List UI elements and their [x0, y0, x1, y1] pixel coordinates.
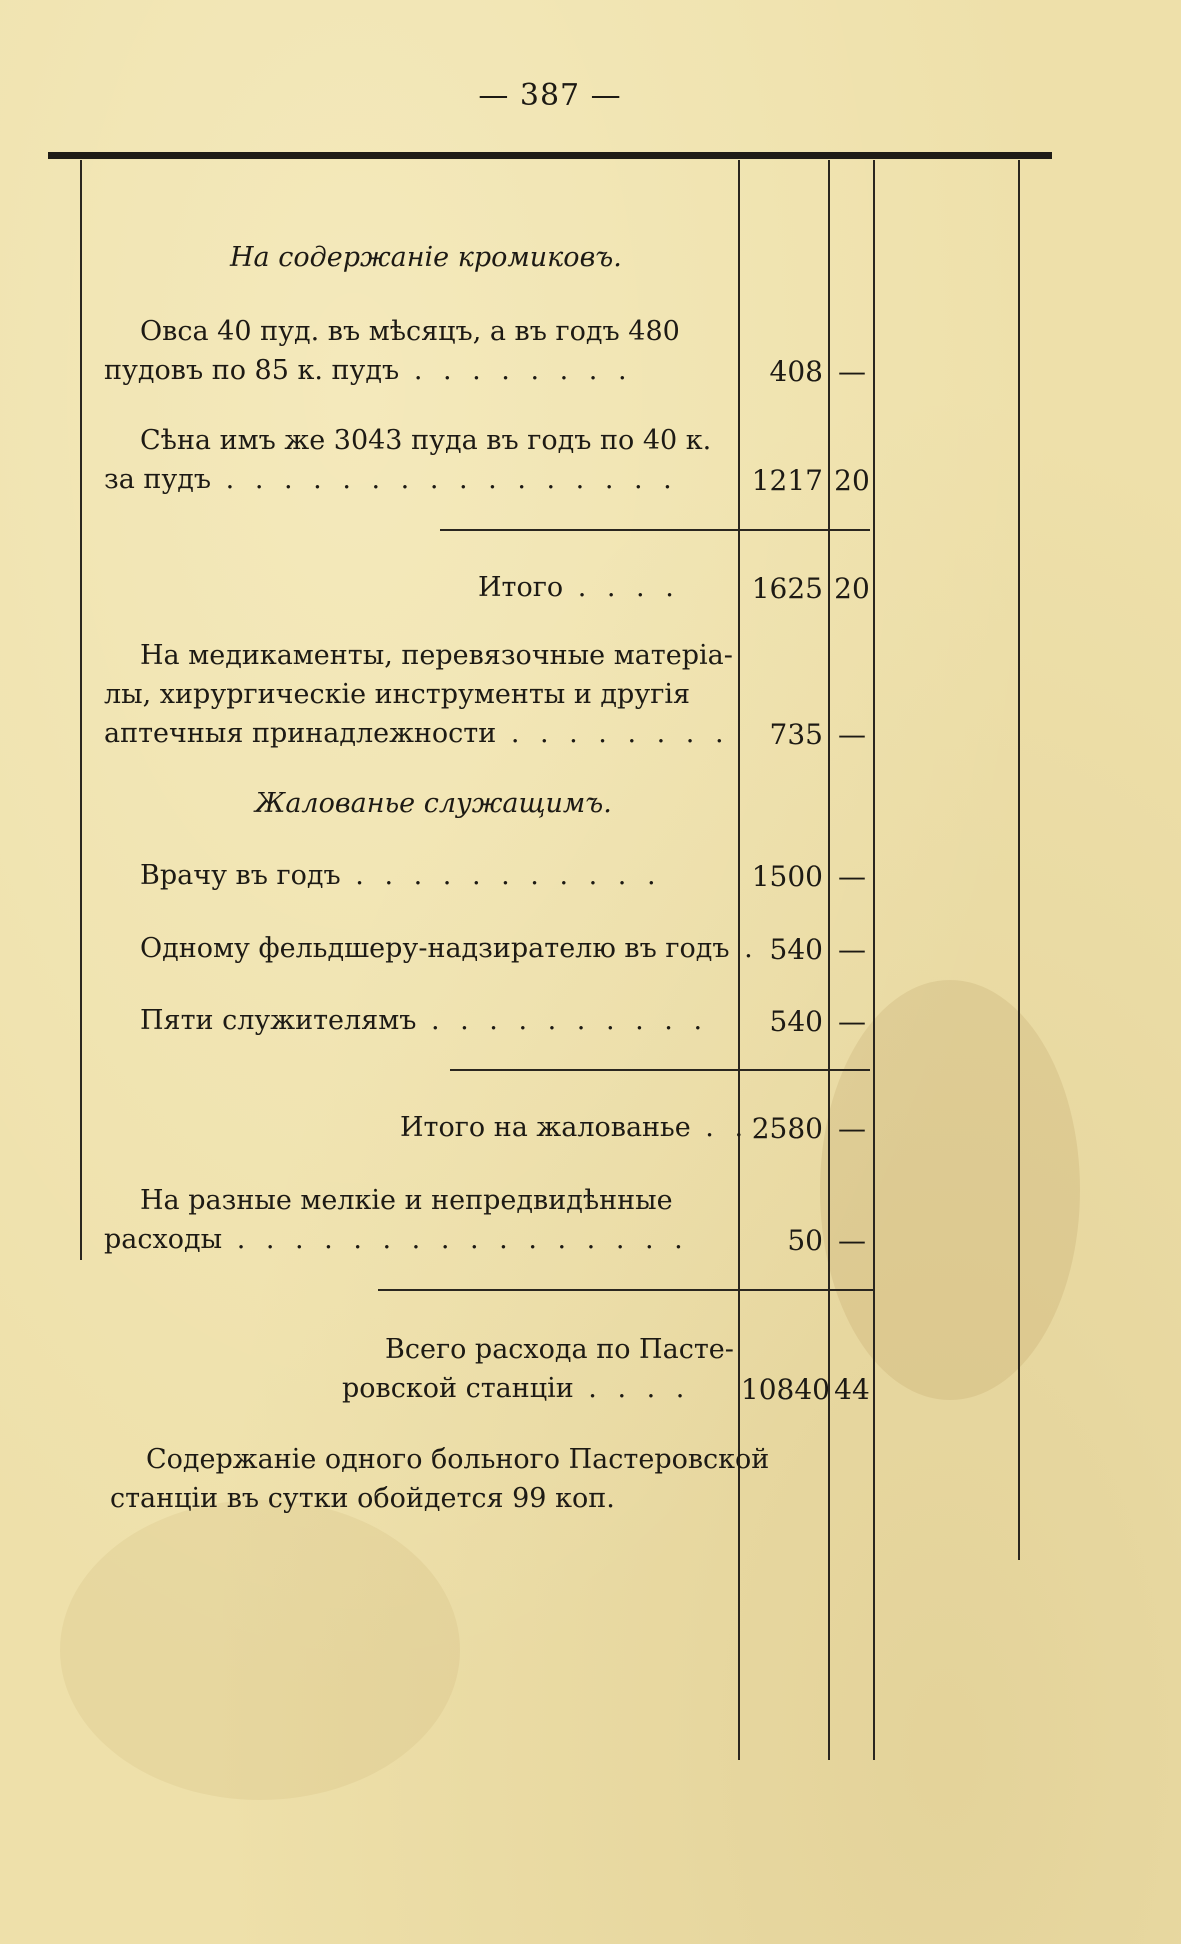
grand-line2-text: ровской станціи — [342, 1373, 574, 1404]
med-line3-text: аптечныя принадлежности — [104, 718, 497, 749]
med-line1: На медикаменты, перевязочные матеріа- — [140, 640, 733, 671]
top-rule — [48, 152, 1052, 159]
med-line3 — [104, 718, 730, 749]
leader-dots: . . . . . . . . . . . . . . . . — [222, 1224, 689, 1255]
leader-dots: . . . . . . . . — [496, 718, 730, 749]
total1-kop: 20 — [834, 572, 870, 605]
right-border — [1018, 160, 1020, 1560]
salary-subtotal-rule — [450, 1069, 870, 1071]
total-salary-amount: 2580 — [751, 1112, 823, 1145]
feldsher-kop: — — [838, 933, 866, 966]
leader-dots: . . . . — [573, 1373, 691, 1404]
misc-line2-text: расходы — [104, 1224, 223, 1255]
oats-line2 — [104, 355, 633, 386]
page-number: — 387 — — [478, 78, 622, 113]
hay-kop: 20 — [834, 464, 870, 497]
note-line2: станціи въ сутки обойдется 99 коп. — [110, 1483, 615, 1514]
hay-line2-text: за пудъ — [104, 464, 212, 495]
paper-stain — [820, 980, 1080, 1400]
doctor-label-text: Врачу въ годъ — [140, 860, 341, 891]
total-salary-label — [400, 1112, 749, 1143]
salary-heading: Жалованье служащимъ. — [255, 788, 612, 819]
note-line1: Содержаніе одного больного Пастеровской — [146, 1444, 770, 1475]
oats-line1: Овса 40 пуд. въ мѣсяцъ, а въ годъ 480 — [140, 316, 680, 347]
servants-label — [140, 1005, 708, 1036]
total-salary-label-text: Итого на жалованье — [400, 1112, 691, 1143]
feldsher-label-text: Одному фельдшеру-надзирателю въ годъ — [140, 933, 730, 964]
misc-kop: — — [838, 1224, 866, 1257]
total1-amount: 1625 — [751, 572, 823, 605]
oats-amount: 408 — [769, 355, 823, 388]
servants-kop: — — [838, 1005, 866, 1038]
total1-label-text: Итого — [478, 572, 564, 603]
left-border — [80, 160, 82, 1260]
misc-line1: На разные мелкіе и непредвидѣнные — [140, 1185, 673, 1216]
feldsher-amount: 540 — [769, 933, 823, 966]
med-kop: — — [838, 718, 866, 751]
grand-kop: 44 — [834, 1373, 870, 1406]
subtotal-rule — [440, 529, 870, 531]
leader-dots: . . — [690, 1112, 750, 1143]
leader-dots: . . . . — [563, 572, 680, 603]
paper-stain — [60, 1500, 460, 1800]
feldsher-label — [140, 933, 759, 964]
grand-line1: Всего расхода по Пасте- — [385, 1334, 734, 1365]
leader-dots: . . . . . . . . — [399, 355, 633, 386]
misc-amount: 50 — [787, 1224, 823, 1257]
servants-label-text: Пяти служителямъ — [140, 1005, 417, 1036]
leader-dots: . . . . . . . . . . . — [340, 860, 662, 891]
total-salary-kop: — — [838, 1112, 866, 1145]
leader-dots: . — [729, 933, 759, 964]
hay-line2 — [104, 464, 678, 495]
hay-line1: Сѣна имъ же 3043 пуда въ годъ по 40 к. — [140, 425, 712, 456]
kopeck-column-left-border — [828, 160, 830, 1760]
doctor-label — [140, 860, 662, 891]
grand-line2 — [342, 1373, 690, 1404]
oats-line2-text: пудовъ по 85 к. пудъ — [104, 355, 400, 386]
total1-label — [478, 572, 680, 603]
doctor-amount: 1500 — [751, 860, 823, 893]
med-amount: 735 — [769, 718, 823, 751]
doctor-kop: — — [838, 860, 866, 893]
grand-total-rule — [378, 1289, 873, 1291]
leader-dots: . . . . . . . . . . . . . . . . — [211, 464, 678, 495]
misc-line2 — [104, 1224, 689, 1255]
leader-dots: . . . . . . . . . . — [416, 1005, 709, 1036]
hay-amount: 1217 — [751, 464, 823, 497]
horses-heading: На содержаніе кромиковъ. — [230, 242, 622, 273]
oats-kop: — — [838, 355, 866, 388]
kopeck-column-right-border — [873, 160, 875, 1760]
med-line2: лы, хирургическіе инструменты и другія — [104, 679, 691, 710]
grand-amount: 10840 — [740, 1373, 830, 1406]
servants-amount: 540 — [769, 1005, 823, 1038]
